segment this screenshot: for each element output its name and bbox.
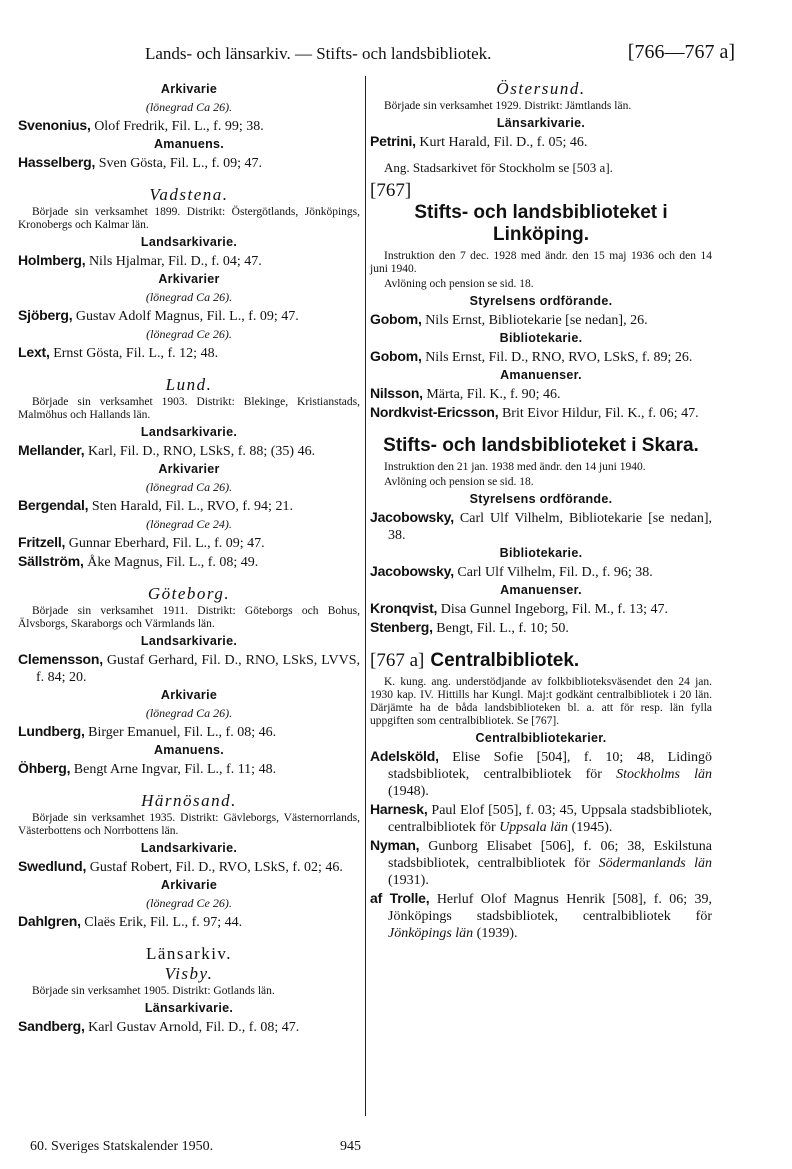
person-name: Jacobowsky, <box>370 563 454 579</box>
person-details: Disa Gunnel Ingeborg, Fil. M., f. 13; 47. <box>437 602 668 617</box>
person-details: Karl, Fil. D., RNO, LSkS, f. 88; (35) 46. <box>84 444 316 459</box>
library-title-text: Stifts- och landsbiblioteket i Linköping. <box>414 202 668 245</box>
person-details: Kurt Harald, Fil. D., f. 05; 46. <box>415 135 588 150</box>
person-entry <box>370 311 712 329</box>
person-entry <box>18 858 360 876</box>
salary-note: (lönegrad Ce 26). <box>146 327 232 341</box>
county-name: Stockholms län <box>616 767 713 782</box>
archive-description: Började sin verksamhet 1935. Distrikt: Gävleborgs, Västernorrlands, Västerbottens och Norrbottens län. <box>18 812 360 837</box>
person-name: Nordkvist-Ericsson, <box>370 404 499 420</box>
library-title-skara: Stifts- och landsbiblioteket i Skara. <box>383 435 699 456</box>
centralbibliotek-title-text: Centralbibliotek. <box>430 650 580 671</box>
instruction-text: Instruktion den 7 dec. 1928 med ändr. den 15 maj 1936 och den 14 juni 1940. <box>370 250 712 275</box>
person-details: Sten Harald, Fil. L., RVO, f. 94; 21. <box>88 499 293 514</box>
archive-description: Började sin verksamhet 1905. Distrikt: Gotlands län. <box>32 985 275 997</box>
person-year: (1945). <box>568 820 613 835</box>
person-details: Ernst Gösta, Fil. L., f. 12; 48. <box>49 346 219 361</box>
person-name: Mellander, <box>18 442 85 458</box>
person-name: Harnesk, <box>370 801 428 817</box>
section-heading: Styrelsens ordförande. <box>469 492 613 506</box>
section-heading: Landsarkivarie. <box>140 235 238 249</box>
centralbibliotek-description: K. kung. ang. understödjande av folkbiblioteksväsendet den 24 jan. 1930 kap. IV. Hittills har Kungl. Maj:t godkänt centralbibliotek i 20 län. Därjämte ha de båda landsbiblioteken bl. a. att för resp. län fylla uppgiften som centralbibliotek. Se [767]. <box>370 676 712 727</box>
reference-note: Ang. Stadsarkivet för Stockholm se [503 a]. <box>384 160 613 175</box>
city-heading-visby: Visby. <box>164 964 214 983</box>
person-details: Karl Gustav Arnold, Fil. D., f. 08; 47. <box>84 1020 300 1035</box>
person-name: Sjöberg, <box>18 307 73 323</box>
page-header <box>145 41 735 64</box>
salary-note: (lönegrad Ca 26). <box>145 290 233 304</box>
person-name: Sällström, <box>18 553 84 569</box>
right-column <box>370 80 712 943</box>
salary-note: (lönegrad Ca 26). <box>145 706 233 720</box>
person-entry <box>18 442 360 460</box>
person-name: Dahlgren, <box>18 913 81 929</box>
person-year: (1948). <box>388 784 429 799</box>
section-heading: Centralbibliotekarier. <box>475 731 607 745</box>
section-heading: Arkivarie <box>160 878 218 892</box>
county-name: Jönköpings län <box>388 926 474 941</box>
person-details: Carl Ulf Vilhelm, Bibliotekarie [se nedan], 38. <box>388 511 712 543</box>
person-name: Stenberg, <box>370 619 433 635</box>
person-details: Gunnar Eberhard, Fil. L., f. 09; 47. <box>65 536 265 551</box>
city-heading-ostersund: Östersund. <box>496 79 586 98</box>
person-name: Petrini, <box>370 133 416 149</box>
county-name: Uppsala län <box>499 820 569 835</box>
person-details: Elise Sofie [504], f. 10; 48, Lidingö stadsbibliotek, centralbibliotek för <box>388 750 712 782</box>
person-details: Claës Erik, Fil. L., f. 97; 44. <box>80 915 243 930</box>
section-heading: Bibliotekarie. <box>499 331 583 345</box>
library-title-linkoping <box>370 180 712 246</box>
city-heading-harnosand: Härnösand. <box>141 791 237 810</box>
archive-description: Började sin verksamhet 1903. Distrikt: Blekinge, Kristianstads, Malmöhus och Hallands län. <box>18 396 360 421</box>
archive-description: Började sin verksamhet 1911. Distrikt: Göteborgs och Bohus, Älvsborgs, Skaraborgs och Värmlands län. <box>18 605 360 630</box>
person-entry <box>18 723 360 741</box>
city-heading-lund: Lund. <box>165 375 213 394</box>
person-details: Birger Emanuel, Fil. L., f. 08; 46. <box>84 725 277 740</box>
footer-page-number: 945 <box>340 1139 361 1154</box>
person-details: Bengt, Fil. L., f. 10; 50. <box>432 621 569 636</box>
person-entry <box>370 509 712 544</box>
section-heading: Landsarkivarie. <box>140 425 238 439</box>
person-details: Märta, Fil. K., f. 90; 46. <box>422 387 561 402</box>
person-name: Clemensson, <box>18 651 103 667</box>
person-entry <box>18 154 360 172</box>
header-title: Lands- och länsarkiv. — Stifts- och landsbibliotek. <box>145 44 492 63</box>
person-name: Sandberg, <box>18 1018 85 1034</box>
person-details: Olof Fredrik, Fil. L., f. 99; 38. <box>90 119 264 134</box>
person-year: (1931). <box>388 873 429 888</box>
section-heading: Länsarkivarie. <box>496 116 586 130</box>
person-details: Åke Magnus, Fil. L., f. 08; 49. <box>83 555 259 570</box>
person-entry <box>370 890 712 942</box>
section-heading: Arkivarie <box>160 82 218 96</box>
section-heading: Amanuenser. <box>500 583 582 597</box>
person-name: Hasselberg, <box>18 154 96 170</box>
person-name: Holmberg, <box>18 252 86 268</box>
salary-note: (lönegrad Ca 26). <box>145 480 233 494</box>
header-page-ref: [766—767 a] <box>627 41 735 63</box>
person-name: Lundberg, <box>18 723 85 739</box>
person-entry <box>370 404 712 422</box>
salary-note: (lönegrad Ca 26). <box>145 100 233 114</box>
person-details: Bengt Arne Ingvar, Fil. L., f. 11; 48. <box>70 762 277 777</box>
page-footer <box>30 1139 361 1155</box>
section-heading: Arkivarier <box>158 462 220 476</box>
section-heading: Bibliotekarie. <box>499 546 583 560</box>
person-name: Svenonius, <box>18 117 91 133</box>
person-details: Gustaf Gerhard, Fil. D., RNO, LSkS, LVVS, f. 84; 20. <box>36 653 360 685</box>
person-entry <box>18 534 360 552</box>
person-details: Gustaf Robert, Fil. D., RVO, LSkS, f. 02; 46. <box>86 860 343 875</box>
person-details: Herluf Olof Magnus Henrik [508], f. 06; 39, Jönköpings stadsbibliotek, centralbibliotek för <box>388 892 713 924</box>
page-ref-767: [767] <box>370 180 412 201</box>
person-entry <box>18 344 360 362</box>
person-details: Paul Elof [505], f. 03; 45, Uppsala stadsbibliotek, centralbibliotek för <box>388 803 712 835</box>
archive-description: Började sin verksamhet 1929. Distrikt: Jämtlands län. <box>384 100 632 112</box>
footer-publication: 60. Sveriges Statskalender 1950. <box>30 1139 214 1154</box>
person-name: Lext, <box>18 344 50 360</box>
person-entry <box>370 801 712 836</box>
person-entry <box>18 651 360 686</box>
person-entry <box>18 760 360 778</box>
person-entry <box>18 117 360 135</box>
person-entry <box>18 307 360 325</box>
person-name: Bergendal, <box>18 497 89 513</box>
person-details: Sven Gösta, Fil. L., f. 09; 47. <box>95 156 263 171</box>
section-heading: Styrelsens ordförande. <box>469 294 613 308</box>
salary-note: (lönegrad Ce 26). <box>146 896 232 910</box>
section-heading: Amanuens. <box>153 137 225 151</box>
person-details: Brit Eivor Hildur, Fil. K., f. 06; 47. <box>498 406 699 421</box>
salary-reference: Avlöning och pension se sid. 18. <box>384 476 534 488</box>
left-column <box>18 80 360 1037</box>
person-details: Gunborg Elisabet [506], f. 06; 38, Eskilstuna stadsbibliotek, centralbibliotek för <box>388 839 712 871</box>
person-entry <box>18 1018 360 1036</box>
person-name: Swedlund, <box>18 858 87 874</box>
section-heading: Landsarkivarie. <box>140 841 238 855</box>
person-details: Nils Hjalmar, Fil. D., f. 04; 47. <box>85 254 262 269</box>
person-details: Nils Ernst, Bibliotekarie [se nedan], 26. <box>421 313 648 328</box>
lansarkiv-heading: Länsarkiv. <box>145 944 233 963</box>
salary-reference: Avlöning och pension se sid. 18. <box>384 278 534 290</box>
person-details: Nils Ernst, Fil. D., RNO, RVO, LSkS, f. 89; 26. <box>421 350 693 365</box>
person-entry <box>370 133 712 151</box>
person-details: Carl Ulf Vilhelm, Fil. D., f. 96; 38. <box>453 565 653 580</box>
section-heading: Länsarkivarie. <box>144 1001 234 1015</box>
section-heading: Landsarkivarie. <box>140 634 238 648</box>
person-entry <box>18 553 360 571</box>
instruction-text: Instruktion den 21 jan. 1938 med ändr. den 14 juni 1940. <box>384 461 646 473</box>
column-divider <box>365 76 366 1116</box>
person-entry <box>370 619 712 637</box>
person-entry <box>370 385 712 403</box>
county-name: Södermanlands län <box>598 856 713 871</box>
person-details: Gustav Adolf Magnus, Fil. L., f. 09; 47. <box>72 309 299 324</box>
person-entry <box>370 600 712 618</box>
person-name: Öhberg, <box>18 760 71 776</box>
person-name: Adelsköld, <box>370 748 439 764</box>
section-heading: Amanuens. <box>153 743 225 757</box>
section-heading: Arkivarie <box>160 688 218 702</box>
person-name: Nyman, <box>370 837 420 853</box>
person-name: Gobom, <box>370 311 422 327</box>
person-name: Kronqvist, <box>370 600 438 616</box>
person-entry <box>18 252 360 270</box>
person-entry <box>370 748 712 800</box>
city-heading-goteborg: Göteborg. <box>147 584 231 603</box>
person-entry <box>370 348 712 366</box>
section-heading: Amanuenser. <box>500 368 582 382</box>
city-heading-vadstena: Vadstena. <box>149 185 229 204</box>
page-ref-767a: [767 a] <box>370 650 425 671</box>
person-name: Gobom, <box>370 348 422 364</box>
person-year: (1939). <box>473 926 518 941</box>
person-entry <box>18 497 360 515</box>
person-name: Fritzell, <box>18 534 66 550</box>
person-name: Jacobowsky, <box>370 509 454 525</box>
section-heading: Arkivarier <box>158 272 220 286</box>
person-entry <box>370 563 712 581</box>
person-entry <box>370 837 712 889</box>
person-entry <box>18 913 360 931</box>
person-name: Nilsson, <box>370 385 423 401</box>
salary-note: (lönegrad Ce 24). <box>146 517 232 531</box>
archive-description: Började sin verksamhet 1899. Distrikt: Östergötlands, Jönköpings, Kronobergs och Kalmar län. <box>18 206 360 231</box>
person-name: af Trolle, <box>370 890 430 906</box>
centralbibliotek-title <box>370 650 712 672</box>
